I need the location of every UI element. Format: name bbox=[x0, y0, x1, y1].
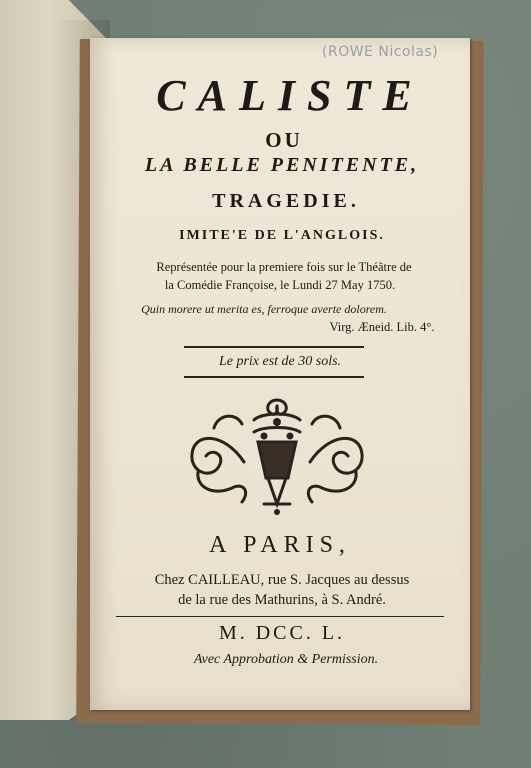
imprint-rule bbox=[116, 616, 444, 617]
publisher-line2: de la rue des Mathurins, à S. André. bbox=[178, 592, 386, 608]
price-rule-bottom bbox=[184, 376, 364, 378]
performance-note-line1: Représentée pour la premiere fois sur le Théâtre de bbox=[156, 260, 412, 274]
book-subtitle: LA BELLE PENITENTE, bbox=[144, 154, 420, 176]
performance-note-line2: la Comédie Françoise, le Lundi 27 May 1750. bbox=[164, 278, 396, 292]
source-note: IMITE'E DE L'ANGLOIS. bbox=[179, 228, 385, 243]
title-conjunction: OU bbox=[265, 128, 303, 152]
book-title: CALISTE bbox=[156, 71, 424, 120]
fleuron-ornament bbox=[184, 392, 370, 520]
place-of-publication: A PARIS, bbox=[209, 532, 351, 558]
pencil-annotation: (ROWE Nicolas) bbox=[322, 44, 439, 60]
epigraph-source: Virg. Æneid. Lib. 4°. bbox=[329, 320, 435, 334]
price-note: Le prix est de 30 sols. bbox=[218, 354, 342, 369]
approbation-note: Avec Approbation & Permission. bbox=[193, 652, 379, 667]
price-rule-top bbox=[184, 346, 364, 348]
title-page bbox=[90, 38, 470, 710]
publication-year: M. DCC. L. bbox=[218, 622, 346, 644]
publisher-line1: Chez CAILLEAU, rue S. Jacques au dessus bbox=[154, 572, 410, 588]
genre-label: TRAGEDIE. bbox=[212, 190, 360, 212]
epigraph-quote: Quin morere ut merita es, ferroque averte dolorem. bbox=[141, 302, 387, 316]
